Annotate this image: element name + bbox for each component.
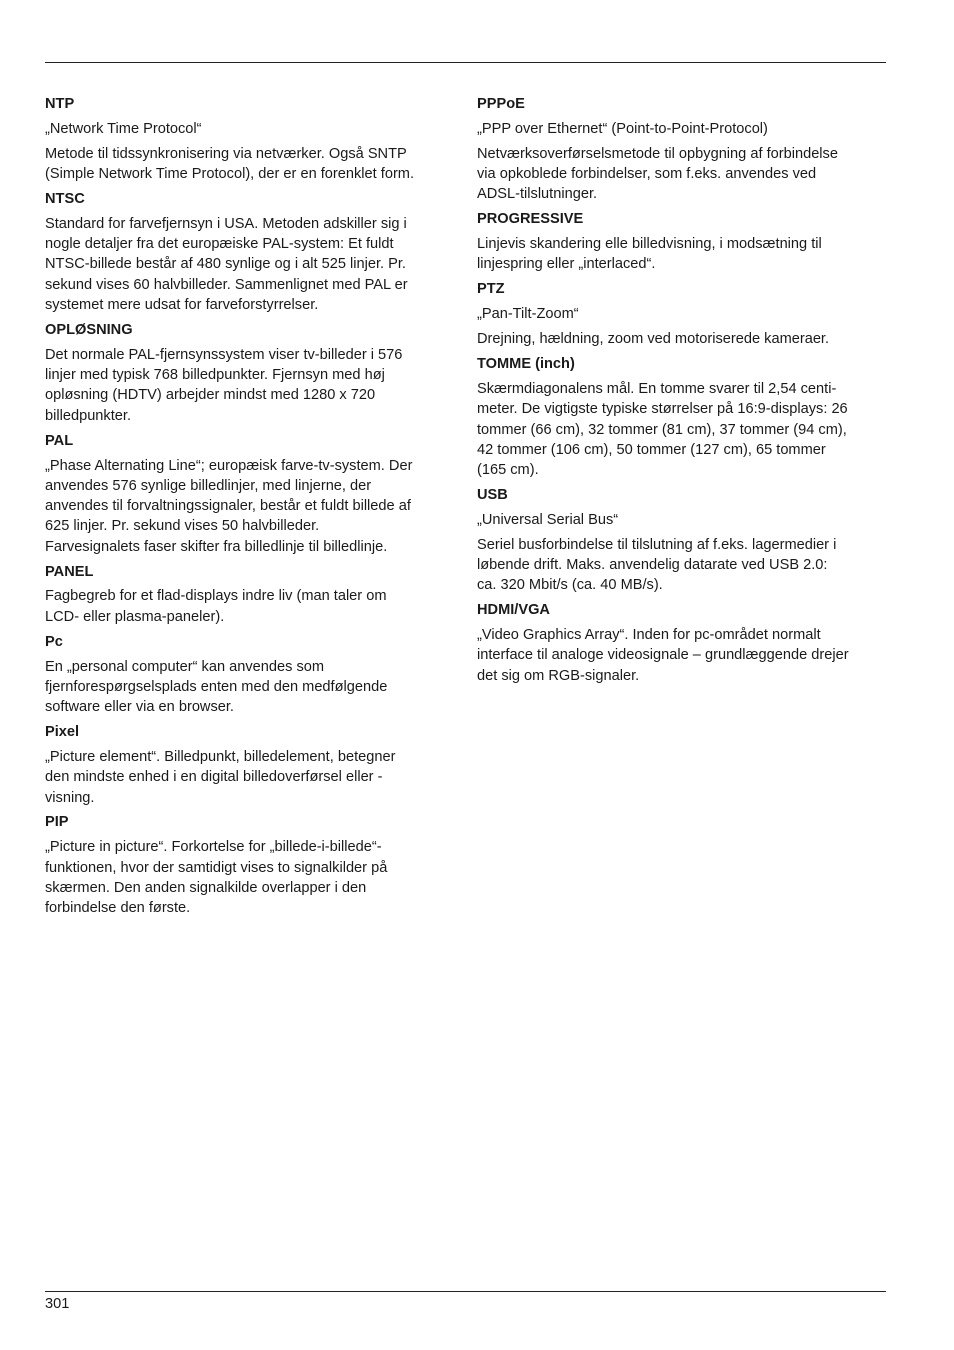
glossary-term: HDMI/VGA <box>477 602 550 619</box>
glossary-term: PROGRESSIVE <box>477 211 584 228</box>
glossary-definition: „PPP over Ethernet“ (Point-to-Point-Protocol) <box>477 120 768 137</box>
glossary-definition: Standard for farvefjernsyn i USA. Metoden adskiller sig i nogle detaljer fra det europæiske PAL-system: Et fuldt NTSC-billede består af 480 synlige og i alt 525 linjer. Pr. sekund vises 60 halvbilleder. Sammenlignet med PAL er systemet mere udsat for farveforstyrrelser. <box>45 215 408 314</box>
glossary-entry <box>477 209 889 274</box>
glossary-definition: „Pan-Tilt-Zoom“ <box>477 306 579 323</box>
glossary-column-right <box>477 94 889 691</box>
glossary-entry <box>477 600 889 686</box>
glossary-definition: „Picture element“. Billedpunkt, billedelement, betegner den mindste enhed i en digital billedoverførsel eller - visning. <box>45 748 396 806</box>
glossary-column-left <box>45 94 457 923</box>
glossary-definition: Metode til tidssynkronisering via netværker. Også SNTP (Simple Network Time Protocol), der er en forenklet form. <box>45 145 415 183</box>
glossary-definition: „Universal Serial Bus“ <box>477 511 619 528</box>
glossary-entry <box>477 354 889 480</box>
glossary-entry <box>45 94 457 184</box>
glossary-definition: Seriel busforbindelse til tilslutning af f.eks. lagermedier i løbende drift. Maks. anvendelig datarate ved USB 2.0: ca. 320 Mbit/s (ca. 40 MB/s). <box>477 536 837 594</box>
glossary-term: PTZ <box>477 281 505 298</box>
glossary-definition: „Phase Alternating Line“; europæisk farve-tv-system. Der anvendes 576 synlige billedlinjer, med linjerne, der anvendes til forvaltningssignaler, består et fuldt billede af 625 linjer. Pr. sekund vises 50 halvbilleder. Farvesignalets faser skifter fra billedlinje til billedlinje. <box>45 457 413 555</box>
glossary-definition: „Network Time Protocol“ <box>45 120 202 137</box>
glossary-definition: Drejning, hældning, zoom ved motoriserede kameraer. <box>477 331 830 348</box>
glossary-definition: Det normale PAL-fjernsynssystem viser tv-billeder i 576 linjer med typisk 768 billedpunkter. Fjernsyn med høj opløsning (HDTV) arbejder mindst med 1280 x 720 billedpunkter. <box>45 346 403 424</box>
glossary-term: TOMME (inch) <box>477 356 575 373</box>
glossary-term: USB <box>477 486 508 503</box>
footer-rule <box>45 1291 886 1292</box>
glossary-definition: „Video Graphics Array“. Inden for pc-området normalt interface til analoge videosignale – grundlæggende drejer det sig om RGB-signaler. <box>477 627 849 684</box>
glossary-entry <box>45 320 457 426</box>
glossary-entry <box>45 722 457 808</box>
glossary-entry <box>477 279 889 349</box>
glossary-definition: Fagbegreb for et flad-displays indre liv (man taler om LCD- eller plasma-paneler). <box>45 588 387 625</box>
glossary-definition: Linjevis skandering elle billedvisning, i modsætning til linjespring eller „interlaced“. <box>477 236 822 273</box>
glossary-definition: Skærmdiagonalens mål. En tomme svarer til 2,54 centi- meter. De vigtigste typiske størrelser på 16:9-displays: 26 tommer (66 cm), 32 tommer (81 cm), 37 tommer (94 cm), 42 tommer (106 cm), 50 tommer (127 cm), 65 tommer (165 cm). <box>477 380 848 479</box>
glossary-definition: „Picture in picture“. Forkortelse for „billede-i-billede“- funktionen, hvor der samtidigt vises to signalkilder på skærmen. Den anden signalkilde overlapper i den forbindelse den første. <box>45 839 388 917</box>
header-rule <box>45 62 886 63</box>
glossary-entry <box>477 485 889 596</box>
glossary-definition: En „personal computer“ kan anvendes som fjernforespørgselsplads enten med den medfølgende software eller via en browser. <box>45 658 388 716</box>
glossary-term: Pixel <box>45 724 80 741</box>
glossary-entry <box>45 632 457 718</box>
glossary-term: PPPoE <box>477 96 525 112</box>
glossary-entry <box>45 812 457 918</box>
glossary-term: PAL <box>45 432 74 449</box>
glossary-entry <box>477 94 889 205</box>
glossary-definition: Netværksoverførselsmetode til opbygning af forbindelse via opkoblede forbindelser, som f.eks. anvendes ved ADSL-tilslutninger. <box>477 145 838 203</box>
glossary-entry <box>45 189 457 315</box>
glossary-term: PIP <box>45 814 69 831</box>
glossary-term: NTSC <box>45 190 85 207</box>
glossary-term: OPLØSNING <box>45 321 133 338</box>
page-number: 301 <box>45 1296 70 1312</box>
glossary-entry <box>45 431 457 557</box>
glossary-entry <box>45 562 457 627</box>
glossary-term: PANEL <box>45 563 94 580</box>
glossary-term: NTP <box>45 96 75 112</box>
glossary-term: Pc <box>45 633 63 650</box>
